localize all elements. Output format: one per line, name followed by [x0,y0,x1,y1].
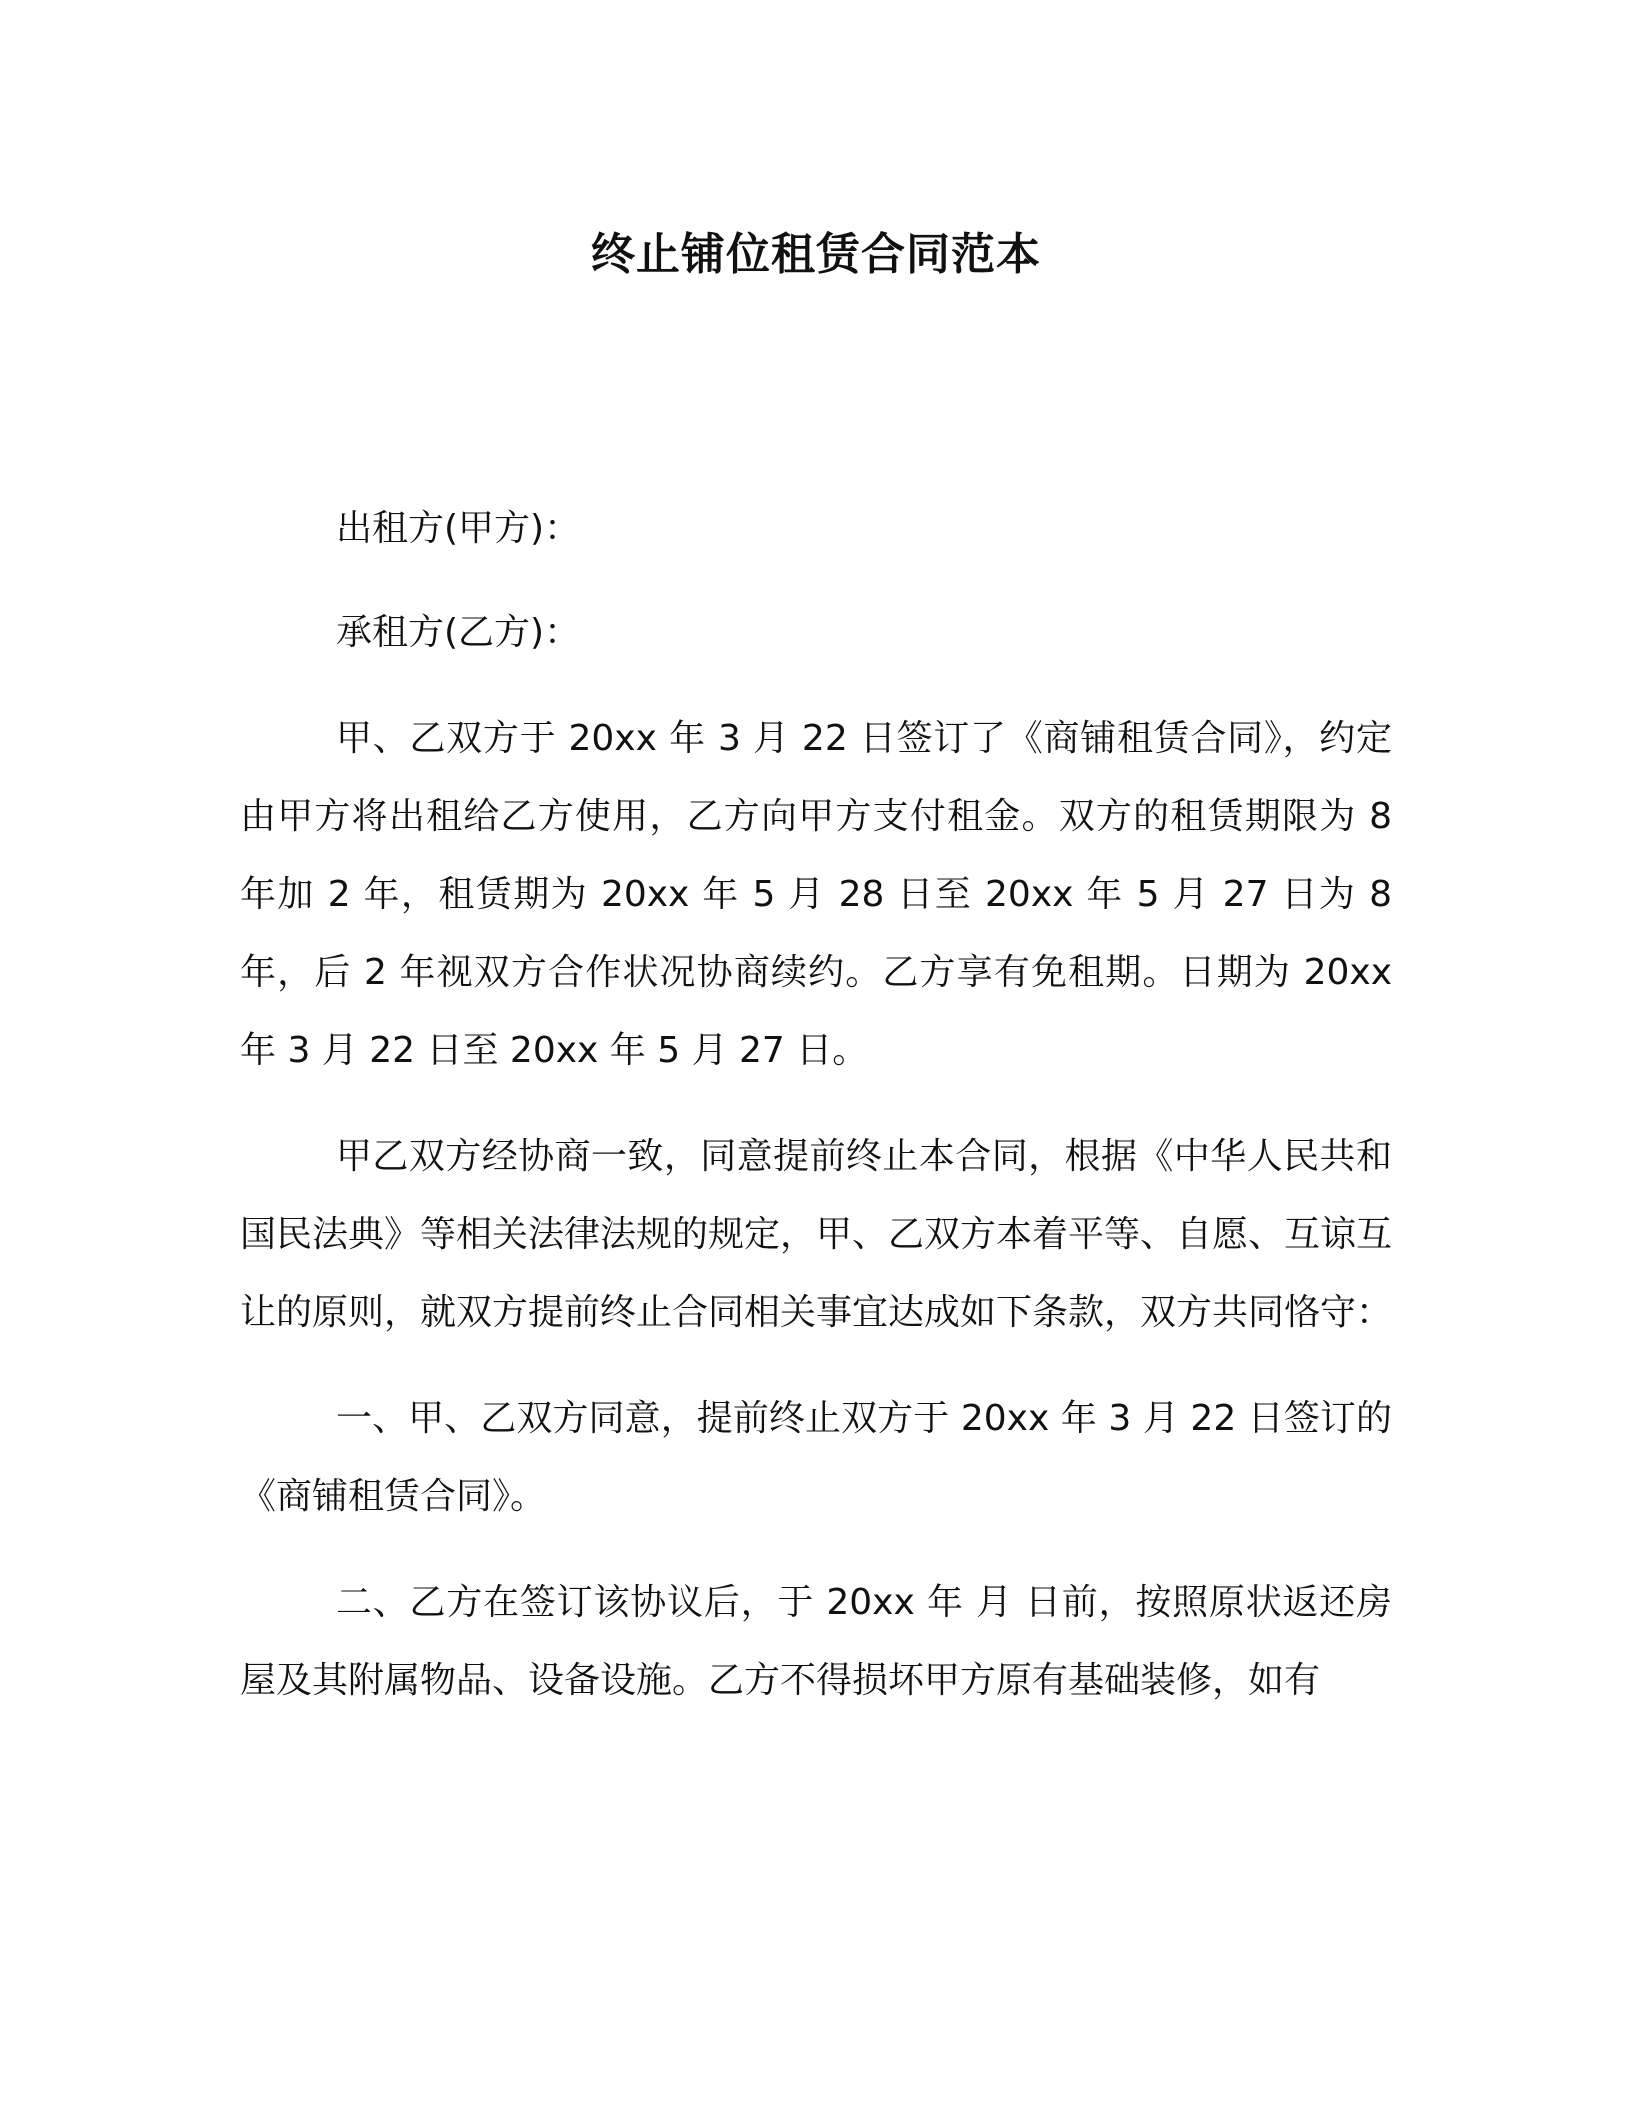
paragraph-agreement: 甲乙双方经协商一致，同意提前终止本合同，根据《中华人民共和国民法典》等相关法律法规的规定，甲、乙双方本着平等、自愿、互谅互让的原则，就双方提前终止合同相关事宜达成如下条款，双方共同恪守： [240,1136,1393,1333]
clause-one: 一、甲、乙双方同意，提前终止双方于 20xx 年 3 月 22 日签订的《商铺租赁合同》。 [240,1398,1392,1517]
clause-two: 二、乙方在签订该协议后，于 20xx 年 月 日前，按照原状返还房屋及其附属物品、设备设施。乙方不得损坏甲方原有基础装修，如有 [240,1582,1392,1701]
document-title: 终止铺位租赁合同范本 [591,229,1041,280]
lessor-label: 出租方(甲方)： [336,508,581,549]
document-body [240,490,1392,1720]
lessee-label: 承租方(乙方)： [336,612,581,653]
paragraph-background: 甲、乙双方于 20xx 年 3 月 22 日签订了《商铺租赁合同》，约定由甲方将出租给乙方使用，乙方向甲方支付租金。双方的租赁期限为 8 年加 2 年，租赁期为 20xx 年 5 月 28 日至 20xx 年 5 月 27 日为 8 年，后 2 年视双方合作状况协商续约。乙方享有免租期。日期为 20xx 年 3 月 22 日至 20xx 年 5 月 27 日。 [240,718,1392,1071]
